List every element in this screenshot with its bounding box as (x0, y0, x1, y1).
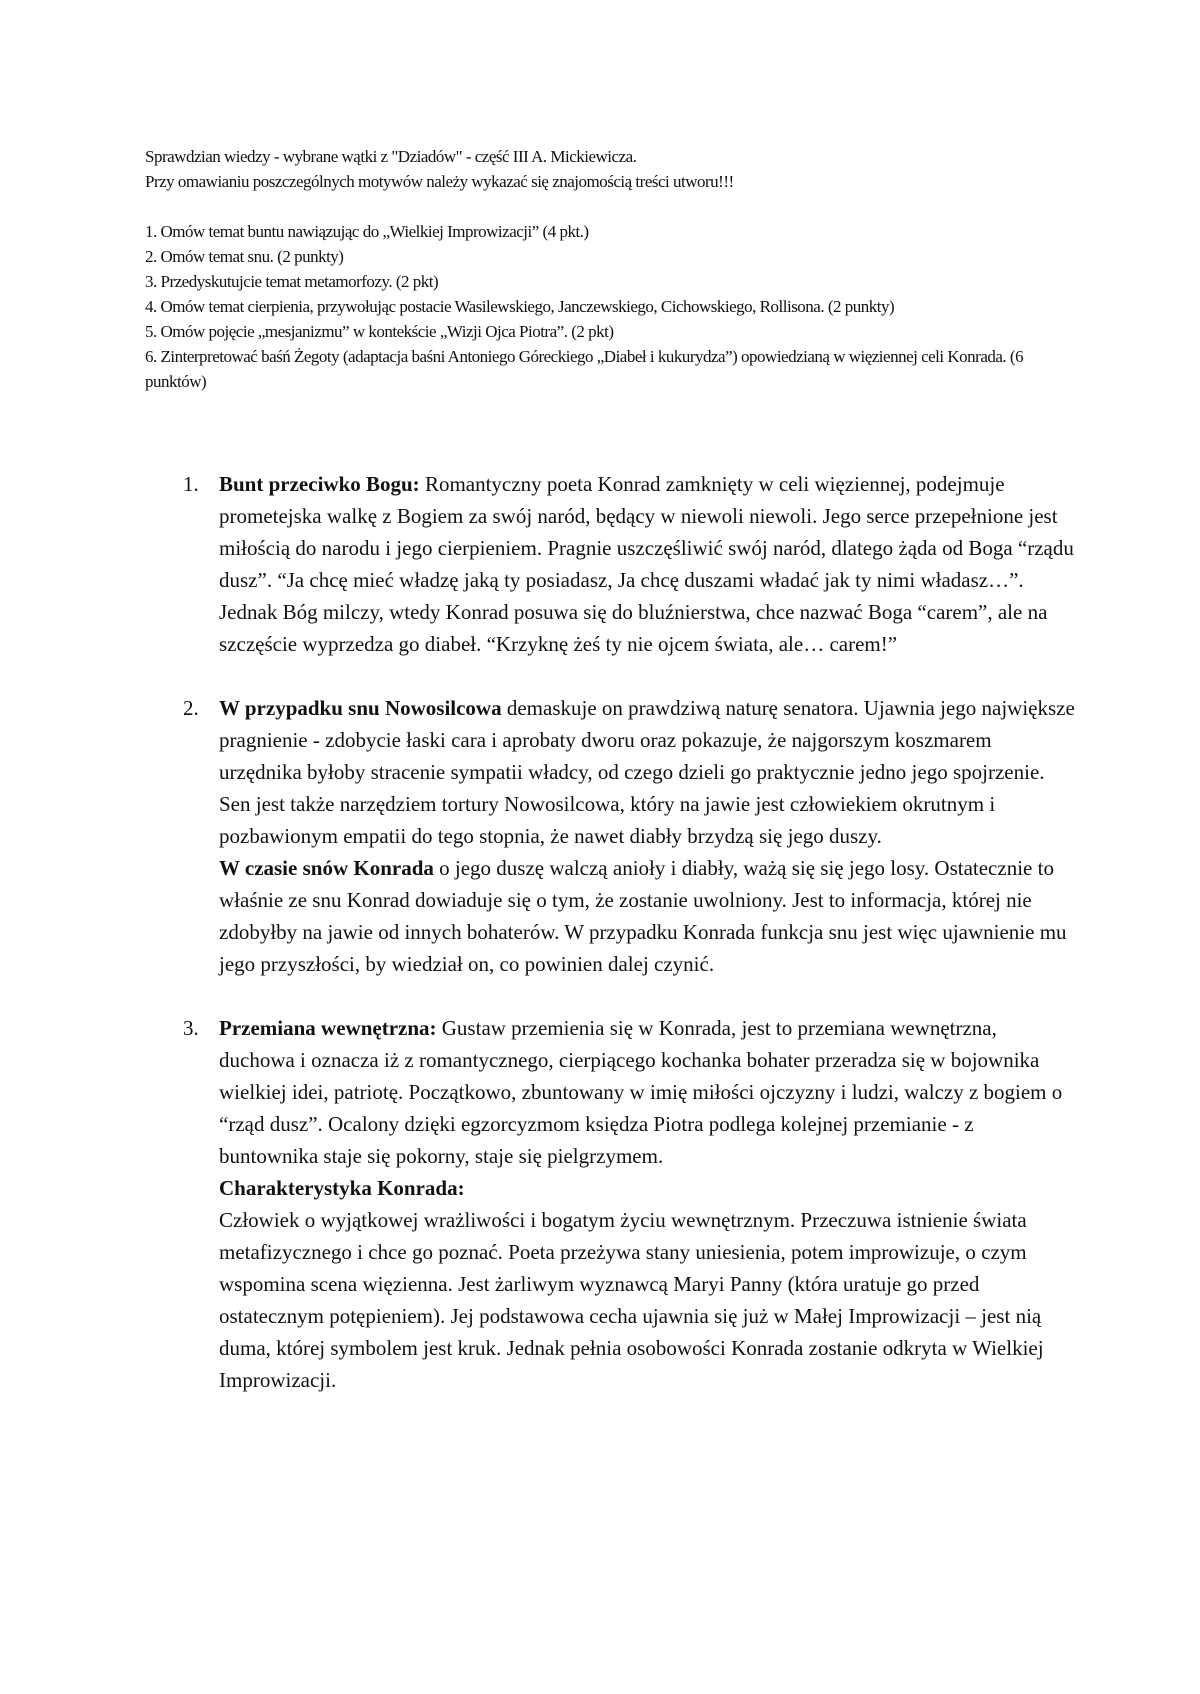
answer-paragraph (219, 1172, 1075, 1204)
test-header (145, 144, 1065, 394)
answer-number: 3. (183, 1016, 199, 1040)
answer-heading: Charakterystyka Konrada: (219, 1176, 465, 1200)
answer-text: Człowiek o wyjątkowej wrażliwości i bogatym życiu wewnętrznym. Przeczuwa istnienie świata metafizycznego i chce go poznać. Poeta przeżywa stany uniesienia, potem improwizuje, o czym wspomina scena więzienna. Jest żarliwym wyznawcą Maryi Panny (która uratuje go przed ostatecznym potępieniem). Jej podstawowa cecha ujawnia się już w Małej Improwizacji – jest nią duma, której symbolem jest kruk. Jednak pełnia osobowości Konrada zostanie odkryta w Wielkiej Improwizacji. (219, 1208, 1044, 1392)
answer-text: demaskuje on prawdziwą naturę senatora. Ujawnia jego największe pragnienie - zdobycie łaski cara i aprobaty dworu oraz pokazuje, że najgorszym koszmarem urzędnika byłoby stracenie sympatii władcy, od czego dzieli go praktycznie jedno jego spojrzenie. Sen jest także narzędziem tortury Nowosilcowa, który na jawie jest człowiekiem okrutnym i pozbawionym empatii do tego stopnia, że nawet diabły brzydzą się jego duszy. (219, 696, 1075, 848)
answer-heading: Przemiana wewnętrzna: (219, 1016, 437, 1040)
answer-heading: Bunt przeciwko Bogu: (219, 472, 420, 496)
answer-item-3 (145, 1012, 1075, 1396)
answer-heading: W czasie snów Konrada (219, 856, 434, 880)
answer-paragraph (219, 468, 1075, 660)
answer-item-1 (145, 468, 1075, 660)
answer-body (219, 1012, 1075, 1396)
answer-paragraph (219, 852, 1075, 980)
answer-paragraph (219, 692, 1075, 852)
answer-heading: W przypadku snu Nowosilcowa (219, 696, 502, 720)
answer-body (219, 468, 1075, 660)
task-list (145, 219, 1065, 394)
task-item: 4. Omów temat cierpienia, przywołując postacie Wasilewskiego, Janczewskiego, Cichowskiego, Rollisona. (2 punkty) (145, 297, 895, 316)
test-title: Sprawdzian wiedzy - wybrane wątki z "Dziadów" - część III A. Mickiewicza. (145, 147, 637, 166)
answer-text: Romantyczny poeta Konrad zamknięty w celi więziennej, podejmuje prometejska walkę z Bogiem za swój naród, będący w niewoli niewoli. Jego serce przepełnione jest miłością do narodu i jego cierpieniem. Pragnie uszczęśliwić swój naród, dlatego żąda od Boga “rządu dusz”. “Ja chcę mieć władzę jaką ty posiadasz, Ja chcę duszami władać jak ty nimi władasz…”. Jednak Bóg milczy, wtedy Konrad posuwa się do bluźnierstwa, chce nazwać Boga “carem”, ale na szczęście wyprzedza go diabeł. “Krzyknę żeś ty nie ojcem świata, ale… carem!” (219, 472, 1074, 656)
answer-number: 2. (183, 696, 199, 720)
answer-body (219, 692, 1075, 980)
task-item: 1. Omów temat buntu nawiązując do „Wielkiej Improwizacji” (4 pkt.) (145, 222, 589, 241)
answer-paragraph (219, 1012, 1075, 1172)
task-item: 5. Omów pojęcie „mesjanizmu” w kontekście „Wizji Ojca Piotra”. (2 pkt) (145, 322, 614, 341)
answer-list (145, 468, 1075, 1396)
answer-text: Gustaw przemienia się w Konrada, jest to przemiana wewnętrzna, duchowa i oznacza iż z romantycznego, cierpiącego kochanka bohater przeradza się w bojownika wielkiej idei, patriotę. Początkowo, zbuntowany w imię miłości ojczyzny i ludzi, walczy z bogiem o “rząd dusz”. Ocalony dzięki egzorcyzmom księdza Piotra podlega kolejnej przemianie - z buntownika staje się pokorny, staje się pielgrzymem. (219, 1016, 1063, 1168)
test-instruction: Przy omawianiu poszczególnych motywów należy wykazać się znajomością treści utworu!!! (145, 172, 734, 191)
task-item: 3. Przedyskutujcie temat metamorfozy. (2 pkt) (145, 272, 439, 291)
answer-text: o jego duszę walczą anioły i diabły, ważą się się jego losy. Ostatecznie to właśnie ze snu Konrad dowiaduje się o tym, że zostanie uwolniony. Jest to informacja, której nie zdobyłby na jawie od innych bohaterów. W przypadku Konrada funkcja snu jest więc ujawnienie mu jego przyszłości, by wiedział on, co powinien dalej czynić. (219, 856, 1067, 976)
task-item: 6. Zinterpretować baśń Żegoty (adaptacja baśni Antoniego Góreckiego „Diabeł i kukurydza”) opowiedzianą w więziennej celi Konrada. (6 punktów) (145, 347, 1024, 391)
answer-item-2 (145, 692, 1075, 980)
task-item: 2. Omów temat snu. (2 punkty) (145, 247, 344, 266)
answer-number: 1. (183, 472, 199, 496)
answer-paragraph (219, 1204, 1075, 1396)
